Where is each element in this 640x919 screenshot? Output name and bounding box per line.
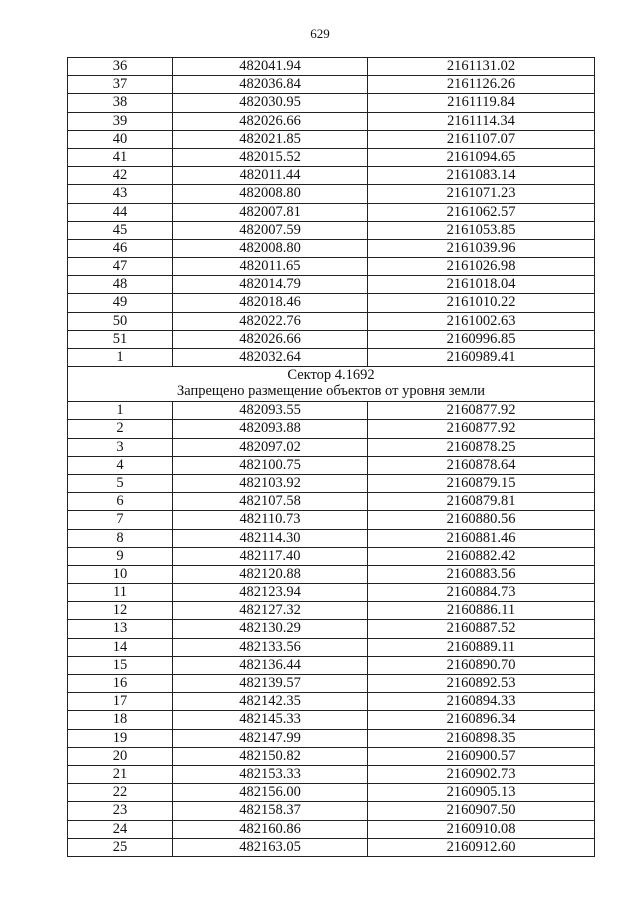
point-number-cell: 21: [68, 765, 173, 783]
table-row: [68, 312, 595, 330]
table-row: [68, 638, 595, 656]
page-number: 629: [310, 26, 330, 41]
y-coordinate-cell: 2160898.35: [368, 729, 595, 747]
point-number-cell: 42: [68, 167, 173, 185]
point-number-cell: 24: [68, 820, 173, 838]
point-number-cell: 38: [68, 94, 173, 112]
point-number-cell: 45: [68, 221, 173, 239]
table-row: [68, 402, 595, 420]
y-coordinate-cell: 2160892.53: [368, 675, 595, 693]
point-number-cell: 20: [68, 747, 173, 765]
x-coordinate-cell: 482097.02: [173, 438, 368, 456]
x-coordinate-cell: 482093.88: [173, 420, 368, 438]
point-number-cell: 15: [68, 656, 173, 674]
table-row: [68, 349, 595, 367]
table-row: [68, 493, 595, 511]
point-number-cell: 23: [68, 802, 173, 820]
point-number-cell: 19: [68, 729, 173, 747]
y-coordinate-cell: 2161083.14: [368, 167, 595, 185]
table-row: [68, 221, 595, 239]
point-number-cell: 36: [68, 58, 173, 76]
section-subtitle: Запрещено размещение объектов от уровня земли: [176, 383, 486, 400]
point-number-cell: 13: [68, 620, 173, 638]
y-coordinate-cell: 2161062.57: [368, 203, 595, 221]
table-row: [68, 747, 595, 765]
table-row: [68, 94, 595, 112]
x-coordinate-cell: 482147.99: [173, 729, 368, 747]
point-number-cell: 40: [68, 130, 173, 148]
y-coordinate-cell: 2160896.34: [368, 711, 595, 729]
point-number-cell: 49: [68, 294, 173, 312]
point-number-cell: 14: [68, 638, 173, 656]
y-coordinate-cell: 2160910.08: [368, 820, 595, 838]
table-row: [68, 765, 595, 783]
point-number-cell: 3: [68, 438, 173, 456]
table-row: [68, 148, 595, 166]
coordinates-table-body: [68, 58, 595, 857]
x-coordinate-cell: 482014.79: [173, 276, 368, 294]
y-coordinate-cell: 2160881.46: [368, 529, 595, 547]
table-row: [68, 547, 595, 565]
x-coordinate-cell: 482123.94: [173, 584, 368, 602]
x-coordinate-cell: 482153.33: [173, 765, 368, 783]
x-coordinate-cell: 482007.59: [173, 221, 368, 239]
x-coordinate-cell: 482030.95: [173, 94, 368, 112]
table-row: [68, 511, 595, 529]
point-number-cell: 9: [68, 547, 173, 565]
x-coordinate-cell: 482145.33: [173, 711, 368, 729]
table-row: [68, 784, 595, 802]
x-coordinate-cell: 482036.84: [173, 76, 368, 94]
point-number-cell: 7: [68, 511, 173, 529]
table-row: [68, 529, 595, 547]
x-coordinate-cell: 482100.75: [173, 456, 368, 474]
x-coordinate-cell: 482011.65: [173, 258, 368, 276]
table-row: [68, 474, 595, 492]
table-row: [68, 130, 595, 148]
table-row: [68, 820, 595, 838]
table-row: [68, 438, 595, 456]
y-coordinate-cell: 2160900.57: [368, 747, 595, 765]
y-coordinate-cell: 2160996.85: [368, 330, 595, 348]
x-coordinate-cell: 482163.05: [173, 838, 368, 856]
y-coordinate-cell: 2161126.26: [368, 76, 595, 94]
x-coordinate-cell: 482133.56: [173, 638, 368, 656]
x-coordinate-cell: 482110.73: [173, 511, 368, 529]
table-row: [68, 602, 595, 620]
table-row: [68, 276, 595, 294]
y-coordinate-cell: 2160879.15: [368, 474, 595, 492]
y-coordinate-cell: 2160882.42: [368, 547, 595, 565]
x-coordinate-cell: 482026.66: [173, 112, 368, 130]
table-row: [68, 456, 595, 474]
y-coordinate-cell: 2161018.04: [368, 276, 595, 294]
table-row: [68, 656, 595, 674]
table-row: [68, 58, 595, 76]
table-row: [68, 330, 595, 348]
x-coordinate-cell: 482015.52: [173, 148, 368, 166]
x-coordinate-cell: 482022.76: [173, 312, 368, 330]
point-number-cell: 5: [68, 474, 173, 492]
y-coordinate-cell: 2160886.11: [368, 602, 595, 620]
y-coordinate-cell: 2160989.41: [368, 349, 595, 367]
table-row: [68, 203, 595, 221]
y-coordinate-cell: 2161131.02: [368, 58, 595, 76]
point-number-cell: 18: [68, 711, 173, 729]
x-coordinate-cell: 482160.86: [173, 820, 368, 838]
y-coordinate-cell: 2161053.85: [368, 221, 595, 239]
x-coordinate-cell: 482130.29: [173, 620, 368, 638]
point-number-cell: 48: [68, 276, 173, 294]
y-coordinate-cell: 2160878.25: [368, 438, 595, 456]
x-coordinate-cell: 482139.57: [173, 675, 368, 693]
point-number-cell: 1: [68, 349, 173, 367]
y-coordinate-cell: 2160905.13: [368, 784, 595, 802]
point-number-cell: 25: [68, 838, 173, 856]
table-row: [68, 729, 595, 747]
section-title: Сектор 4.1692: [287, 367, 375, 384]
point-number-cell: 10: [68, 565, 173, 583]
section-header-cell: [68, 367, 595, 402]
table-row: [68, 711, 595, 729]
table-row: [68, 802, 595, 820]
y-coordinate-cell: 2160883.56: [368, 565, 595, 583]
x-coordinate-cell: 482150.82: [173, 747, 368, 765]
table-row: [68, 76, 595, 94]
y-coordinate-cell: 2160879.81: [368, 493, 595, 511]
point-number-cell: 47: [68, 258, 173, 276]
x-coordinate-cell: 482120.88: [173, 565, 368, 583]
y-coordinate-cell: 2161094.65: [368, 148, 595, 166]
table-row: [68, 693, 595, 711]
x-coordinate-cell: 482156.00: [173, 784, 368, 802]
table-row: [68, 239, 595, 257]
table-row: [68, 838, 595, 856]
x-coordinate-cell: 482018.46: [173, 294, 368, 312]
point-number-cell: 17: [68, 693, 173, 711]
y-coordinate-cell: 2160887.52: [368, 620, 595, 638]
y-coordinate-cell: 2161114.34: [368, 112, 595, 130]
table-row: [68, 675, 595, 693]
table-row: [68, 258, 595, 276]
x-coordinate-cell: 482008.80: [173, 239, 368, 257]
y-coordinate-cell: 2160907.50: [368, 802, 595, 820]
y-coordinate-cell: 2161119.84: [368, 94, 595, 112]
table-row: [68, 584, 595, 602]
table-row: [68, 185, 595, 203]
x-coordinate-cell: 482107.58: [173, 493, 368, 511]
point-number-cell: 8: [68, 529, 173, 547]
y-coordinate-cell: 2161010.22: [368, 294, 595, 312]
table-row: [68, 420, 595, 438]
table-row: [68, 167, 595, 185]
x-coordinate-cell: 482136.44: [173, 656, 368, 674]
x-coordinate-cell: 482021.85: [173, 130, 368, 148]
point-number-cell: 51: [68, 330, 173, 348]
x-coordinate-cell: 482127.32: [173, 602, 368, 620]
y-coordinate-cell: 2161026.98: [368, 258, 595, 276]
x-coordinate-cell: 482011.44: [173, 167, 368, 185]
y-coordinate-cell: 2161002.63: [368, 312, 595, 330]
point-number-cell: 11: [68, 584, 173, 602]
section-header-row: [68, 367, 595, 402]
coordinates-table: [67, 57, 595, 857]
point-number-cell: 6: [68, 493, 173, 511]
point-number-cell: 39: [68, 112, 173, 130]
x-coordinate-cell: 482007.81: [173, 203, 368, 221]
point-number-cell: 50: [68, 312, 173, 330]
point-number-cell: 43: [68, 185, 173, 203]
point-number-cell: 44: [68, 203, 173, 221]
point-number-cell: 37: [68, 76, 173, 94]
x-coordinate-cell: 482142.35: [173, 693, 368, 711]
y-coordinate-cell: 2160902.73: [368, 765, 595, 783]
x-coordinate-cell: 482032.64: [173, 349, 368, 367]
x-coordinate-cell: 482158.37: [173, 802, 368, 820]
point-number-cell: 41: [68, 148, 173, 166]
y-coordinate-cell: 2161071.23: [368, 185, 595, 203]
point-number-cell: 46: [68, 239, 173, 257]
table-row: [68, 620, 595, 638]
x-coordinate-cell: 482103.92: [173, 474, 368, 492]
table-row: [68, 294, 595, 312]
y-coordinate-cell: 2161039.96: [368, 239, 595, 257]
x-coordinate-cell: 482026.66: [173, 330, 368, 348]
point-number-cell: 16: [68, 675, 173, 693]
table-row: [68, 565, 595, 583]
y-coordinate-cell: 2160878.64: [368, 456, 595, 474]
x-coordinate-cell: 482093.55: [173, 402, 368, 420]
x-coordinate-cell: 482041.94: [173, 58, 368, 76]
y-coordinate-cell: 2160877.92: [368, 402, 595, 420]
point-number-cell: 12: [68, 602, 173, 620]
point-number-cell: 4: [68, 456, 173, 474]
y-coordinate-cell: 2161107.07: [368, 130, 595, 148]
point-number-cell: 22: [68, 784, 173, 802]
y-coordinate-cell: 2160912.60: [368, 838, 595, 856]
x-coordinate-cell: 482117.40: [173, 547, 368, 565]
y-coordinate-cell: 2160877.92: [368, 420, 595, 438]
point-number-cell: 1: [68, 402, 173, 420]
point-number-cell: 2: [68, 420, 173, 438]
x-coordinate-cell: 482114.30: [173, 529, 368, 547]
table-row: [68, 112, 595, 130]
y-coordinate-cell: 2160894.33: [368, 693, 595, 711]
y-coordinate-cell: 2160890.70: [368, 656, 595, 674]
x-coordinate-cell: 482008.80: [173, 185, 368, 203]
y-coordinate-cell: 2160889.11: [368, 638, 595, 656]
y-coordinate-cell: 2160884.73: [368, 584, 595, 602]
y-coordinate-cell: 2160880.56: [368, 511, 595, 529]
